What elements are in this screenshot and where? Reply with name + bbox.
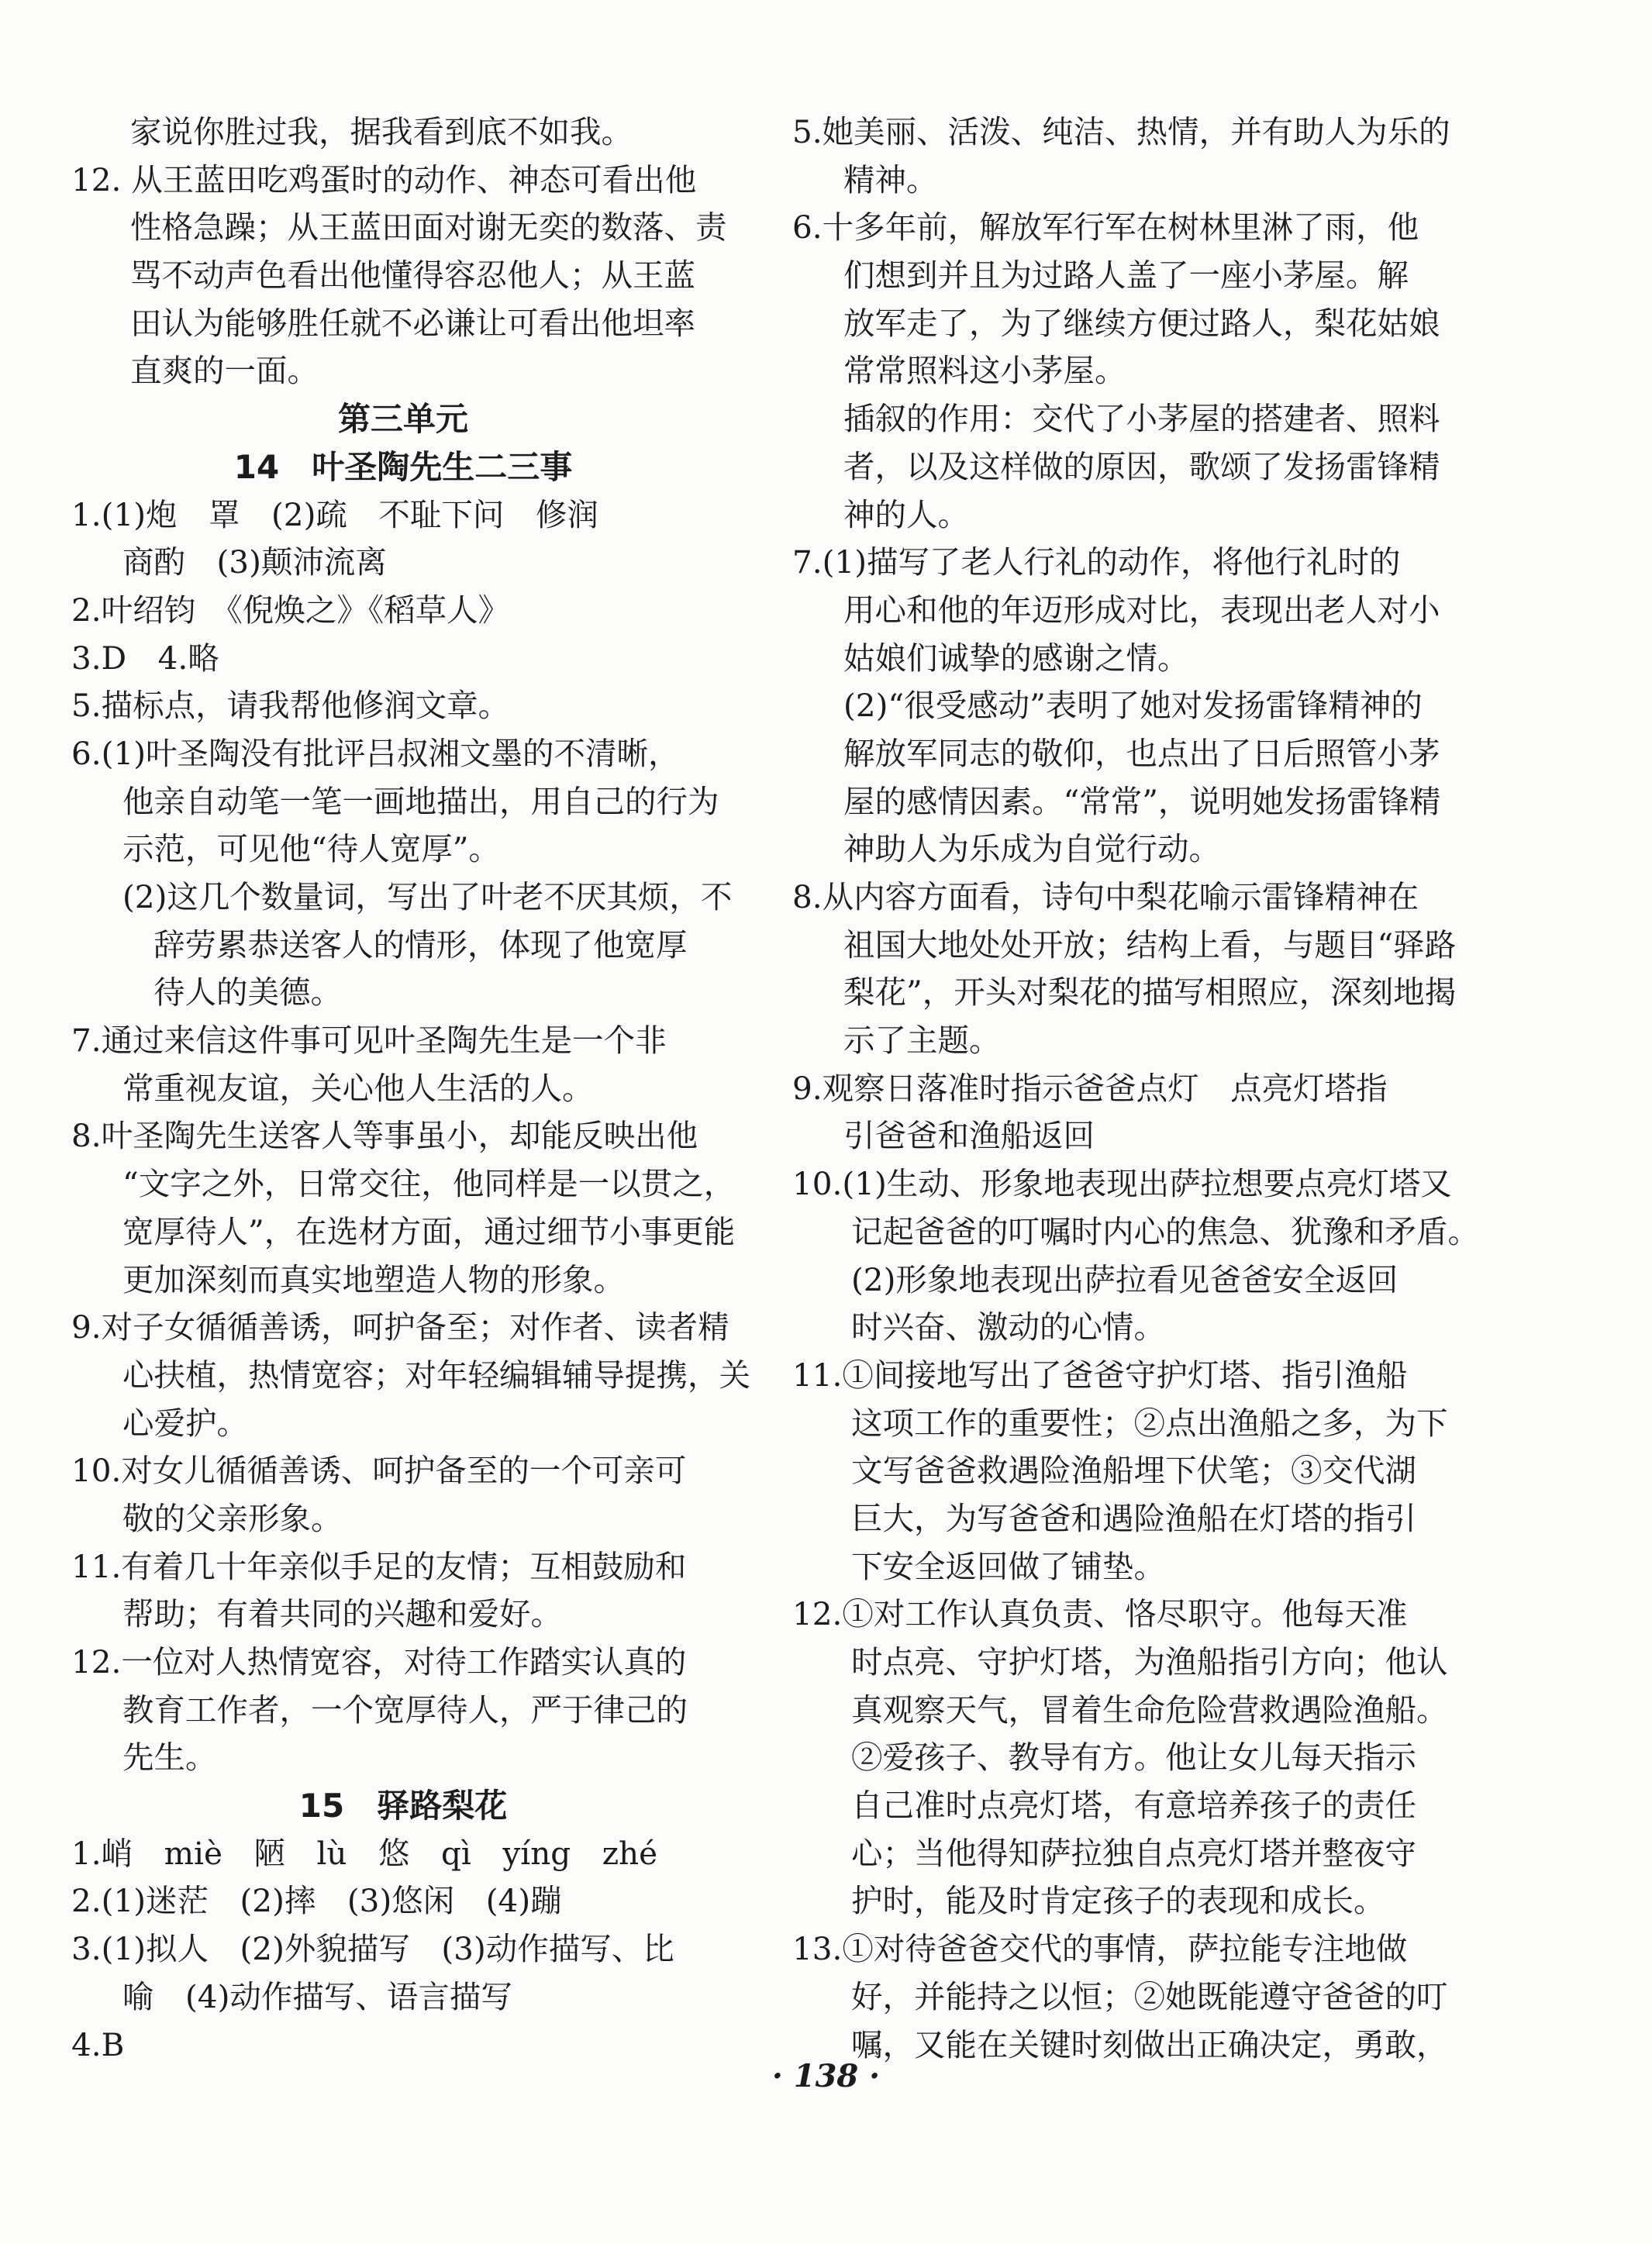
text-line: 精神。: [843, 160, 938, 198]
text-line: 神的人。: [843, 495, 969, 533]
text-line: 这项工作的重要性；②点出渔船之多，为下: [851, 1404, 1448, 1442]
text-line: 宽厚待人”，在选材方面，通过细节小事更能: [122, 1212, 736, 1250]
text-line: 梨花”，开头对梨花的描写相照应，深刻地揭: [843, 974, 1457, 1012]
text-line: 5.她美丽、活泼、纯洁、热情，并有助人为乐的: [792, 113, 1450, 150]
text-line: 解放军同志的敬仰，也点出了日后照管小茅: [843, 734, 1440, 772]
text-line: 心；当他得知萨拉独自点亮灯塔并整夜守: [851, 1834, 1416, 1872]
text-line: 7.(1)描写了老人行礼的动作，将他行礼时的: [792, 543, 1401, 581]
text-line: 9.观察日落准时指示爸爸点灯 点亮灯塔指: [792, 1069, 1388, 1107]
text-line: 12.①对工作认真负责、恪尽职守。他每天准: [792, 1595, 1408, 1633]
text-line: (2)这几个数量词，写出了叶老不厌其烦，不: [122, 878, 733, 915]
text-line: ②爱孩子、教导有方。他让女儿每天指示: [851, 1739, 1416, 1777]
text-line: 6.十多年前，解放军行军在树林里淋了雨，他: [792, 209, 1419, 246]
text-line: 教育工作者，一个宽厚待人，严于律己的: [122, 1691, 688, 1729]
text-line: 放军走了，为了继续方便过路人，梨花姑娘: [843, 304, 1440, 342]
lesson-heading: 14 叶圣陶先生二三事: [233, 447, 573, 486]
text-line: 1.(1)炮 罩 (2)疏 不耻下问 修润: [71, 495, 598, 533]
text-line: 巨大，为写爸爸和遇险渔船在灯塔的指引: [851, 1499, 1416, 1537]
text-line: 姑娘们诚挚的感谢之情。: [843, 639, 1189, 677]
text-line: 真观察天气，冒着生命危险营救遇险渔船。: [851, 1691, 1448, 1729]
text-line: 性格急躁；从王蓝田面对谢无奕的数落、责: [130, 209, 727, 246]
text-line: 自己准时点亮灯塔，有意培养孩子的责任: [851, 1787, 1416, 1825]
text-line: 插叙的作用：交代了小茅屋的搭建者、照料: [843, 400, 1440, 438]
text-line: 11.有着几十年亲似手足的友情；互相鼓励和: [71, 1547, 687, 1585]
text-line: 下安全返回做了铺垫。: [851, 1547, 1165, 1585]
text-line: 时兴奋、激动的心情。: [851, 1308, 1165, 1346]
text-line: 护时，能及时肯定孩子的表现和成长。: [851, 1882, 1385, 1920]
text-line: (2)形象地表现出萨拉看见爸爸安全返回: [851, 1260, 1399, 1298]
right-column: [792, 109, 1479, 2069]
text-line: 嘱，又能在关键时刻做出正确决定，勇敢，: [851, 2025, 1448, 2063]
page-number: · 138 ·: [771, 2058, 881, 2094]
text-line: 祖国大地处处开放；结构上看，与题目“驿路: [843, 926, 1457, 963]
text-line: 示了主题。: [843, 1022, 1001, 1060]
text-line: (2)“很受感动”表明了她对发扬雷锋精神的: [843, 687, 1423, 725]
text-line: 骂不动声色看出他懂得容忍他人；从王蓝: [130, 257, 695, 295]
text-line: 待人的美德。: [153, 974, 342, 1012]
text-line: 们想到并且为过路人盖了一座小茅屋。解: [843, 257, 1409, 295]
text-line: 示范，可见他“待人宽厚”。: [122, 830, 500, 868]
text-line: 常常照料这小茅屋。: [843, 352, 1126, 390]
text-line: 辞劳累恭送客人的情形，体现了他宽厚: [153, 926, 688, 963]
text-line: 5.描标点，请我帮他修润文章。: [71, 687, 510, 725]
text-line: 2.(1)迷茫 (2)摔 (3)悠闲 (4)蹦: [71, 1882, 562, 1920]
text-line: 8.叶圣陶先生送客人等事虽小，却能反映出他: [71, 1117, 698, 1155]
text-line: 喻 (4)动作描写、语言描写: [122, 1977, 512, 2015]
text-line: 2.叶绍钧 《倪焕之》《稻草人》: [71, 591, 510, 629]
pinyin-line: 1.峭 miè 陋 lù 悠 qì yíng zhé: [71, 1834, 658, 1872]
text-line: 常重视友谊，关心他人生活的人。: [122, 1069, 594, 1107]
text-line: 心扶植，热情宽容；对年轻编辑辅导提携，关: [122, 1356, 750, 1394]
text-line: 先生。: [122, 1739, 217, 1777]
text-line: 11.①间接地写出了爸爸守护灯塔、指引渔船: [792, 1356, 1408, 1394]
text-line: 4.B: [71, 2025, 125, 2063]
text-line: 神助人为乐成为自觉行动。: [843, 830, 1220, 868]
text-line: 直爽的一面。: [130, 352, 319, 390]
text-line: 好，并能持之以恒；②她既能遵守爸爸的叮: [851, 1977, 1448, 2015]
text-line: 3.D 4.略: [71, 639, 219, 677]
text-line: “文字之外，日常交往，他同样是一以贯之，: [122, 1165, 736, 1203]
text-line: 田认为能够胜任就不必谦让可看出他坦率: [130, 304, 695, 342]
lesson-heading: 15 驿路梨花: [298, 1787, 508, 1825]
text-line: 商酌 (3)颠沛流离: [122, 543, 387, 581]
text-line: 心爱护。: [122, 1404, 248, 1442]
text-line: 10.(1)生动、形象地表现出萨拉想要点亮灯塔又: [792, 1165, 1452, 1203]
text-line: 者，以及这样做的原因，歌颂了发扬雷锋精: [843, 447, 1440, 485]
text-line: 记起爸爸的叮嘱时内心的焦急、犹豫和矛盾。: [851, 1212, 1479, 1250]
text-line: 文写爸爸救遇险渔船埋下伏笔；③交代湖: [851, 1452, 1416, 1490]
text-line: 13.①对待爸爸交代的事情，萨拉能专注地做: [792, 1930, 1408, 1968]
left-column: [71, 109, 750, 2069]
text-line: 敬的父亲形象。: [122, 1499, 343, 1537]
text-line: 8.从内容方面看，诗句中梨花喻示雷锋精神在: [792, 878, 1419, 915]
unit-heading: 第三单元: [337, 400, 468, 439]
text-line: 3.(1)拟人 (2)外貌描写 (3)动作描写、比: [71, 1930, 674, 1968]
text-line: 帮助；有着共同的兴趣和爱好。: [122, 1595, 562, 1633]
text-line: 时点亮、守护灯塔，为渔船指引方向；他认: [851, 1643, 1448, 1680]
text-line: 屋的感情因素。“常常”，说明她发扬雷锋精: [843, 782, 1441, 820]
text-line: 9.对子女循循善诱，呵护备至；对作者、读者精: [71, 1308, 729, 1346]
text-line: 家说你胜过我，据我看到底不如我。: [130, 113, 633, 150]
text-line: 10.对女儿循循善诱、呵护备至的一个可亲可: [71, 1452, 687, 1490]
text-line: 更加深刻而真实地塑造人物的形象。: [122, 1260, 625, 1298]
text-line: 引爸爸和渔船返回: [843, 1117, 1095, 1155]
text-line: 用心和他的年迈形成对比，表现出老人对小: [843, 591, 1440, 629]
text-line: 他亲自动笔一笔一画地描出，用自己的行为: [122, 782, 719, 820]
text-line: 12.一位对人热情宽容，对待工作踏实认真的: [71, 1643, 687, 1680]
text-line: 7.通过来信这件事可见叶圣陶先生是一个非: [71, 1022, 667, 1060]
text-line: 6.(1)叶圣陶没有批评吕叔湘文墨的不清晰，: [71, 734, 680, 772]
text-line: 12. 从王蓝田吃鸡蛋时的动作、神态可看出他: [71, 160, 697, 198]
